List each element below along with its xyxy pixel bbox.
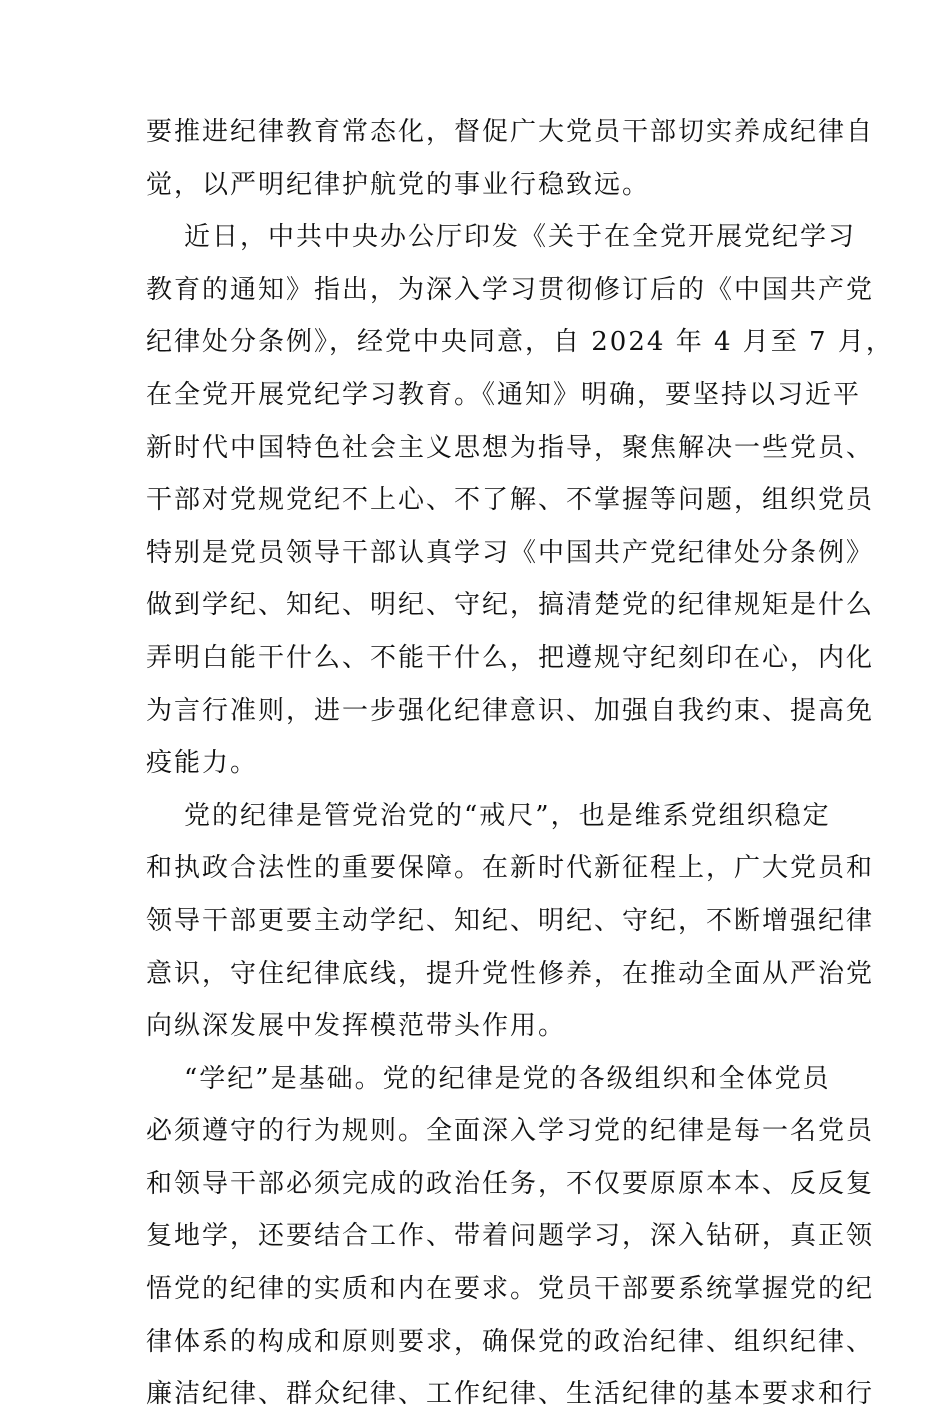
text-line: 和执政合法性的重要保障。在新时代新征程上，广大党员和 <box>146 853 875 884</box>
text-line: 新时代中国特色社会主义思想为指导，聚焦解决一些党员、 <box>146 432 875 463</box>
text-line: 弄明白能干什么、不能干什么，把遵规守纪刻印在心，内化 <box>146 642 875 673</box>
text-line: “学纪”是基础。党的纪律是党的各级组织和全体党员 <box>184 1063 831 1094</box>
text-line: 廉洁纪律、群众纪律、工作纪律、生活纪律的基本要求和行 <box>146 1379 875 1410</box>
text-line: 在全党开展党纪学习教育。《通知》明确，要坚持以习近平 <box>146 379 862 410</box>
text-line: 和领导干部必须完成的政治任务，不仅要原原本本、反反复 <box>146 1168 875 1199</box>
text-line: 做到学纪、知纪、明纪、守纪，搞清楚党的纪律规矩是什么 <box>146 590 875 621</box>
text-line: 纪律处分条例》，经党中央同意，自 2024 年 4 月至 7 月， <box>146 327 894 358</box>
text-line: 党的纪律是管党治党的“戒尺”，也是维系党组织稳定 <box>184 800 831 831</box>
text-line: 悟党的纪律的实质和内在要求。党员干部要系统掌握党的纪 <box>146 1274 875 1305</box>
text-line: 近日，中共中央办公厅印发《关于在全党开展党纪学习 <box>184 222 857 253</box>
text-line: 觉，以严明纪律护航党的事业行稳致远。 <box>146 169 651 200</box>
text-line: 意识，守住纪律底线，提升党性修养，在推动全面从严治党 <box>146 958 875 989</box>
text-line: 干部对党规党纪不上心、不了解、不掌握等问题，组织党员 <box>146 485 875 516</box>
text-line: 要推进纪律教育常态化，督促广大党员干部切实养成纪律自 <box>146 117 875 147</box>
text-line: 特别是党员领导干部认真学习《中国共产党纪律处分条例》 <box>146 537 875 568</box>
text-line: 为言行准则，进一步强化纪律意识、加强自我约束、提高免 <box>146 695 875 726</box>
text-line: 向纵深发展中发挥模范带头作用。 <box>146 1011 567 1042</box>
text-line: 教育的通知》指出，为深入学习贯彻修订后的《中国共产党 <box>146 274 875 305</box>
text-line: 领导干部更要主动学纪、知纪、明纪、守纪，不断增强纪律 <box>146 905 875 936</box>
text-line: 律体系的构成和原则要求，确保党的政治纪律、组织纪律、 <box>146 1326 875 1357</box>
text-line: 疫能力。 <box>146 748 259 779</box>
document-body <box>146 106 894 1421</box>
text-line: 必须遵守的行为规则。全面深入学习党的纪律是每一名党员 <box>146 1116 875 1147</box>
text-line: 复地学，还要结合工作、带着问题学习，深入钻研，真正领 <box>146 1221 875 1252</box>
